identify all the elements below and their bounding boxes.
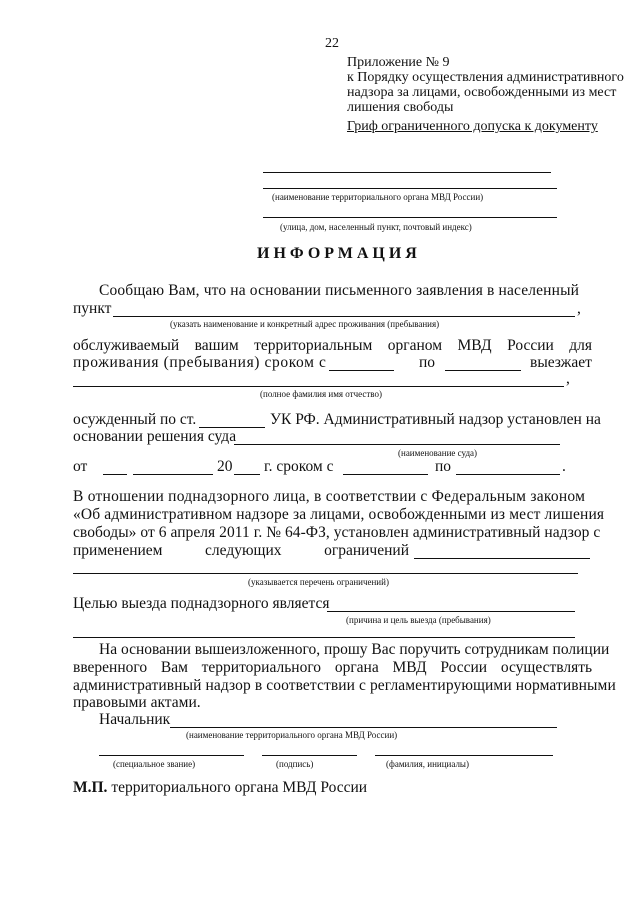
p3-line-4 [73,542,409,560]
period: . [562,458,566,475]
name-field [375,755,553,756]
comma: , [577,300,581,317]
day-field [103,474,127,475]
convicted-label: осужденный по ст. [73,411,197,428]
hint-organ: (наименование территориального органа МВД России) [272,192,484,202]
purpose-label: Целью выезда поднадзорного является [73,595,330,612]
appendix-line-4: лишения свободы [347,100,454,115]
to-label: по [435,458,452,475]
word: территориального [201,659,322,676]
term-to-field [456,474,560,475]
word: применением [73,542,163,559]
address-field [113,316,575,317]
term-label: г. сроком с [264,458,334,475]
p3-line-3: свободы» от 6 апреля 2011 г. № 64-ФЗ, установлен административный надзор с [73,524,601,541]
court-field [234,444,560,445]
word: органа [334,659,379,676]
restrictions-field-1 [414,558,590,559]
classification-mark: Гриф ограниченного допуска к документу [347,119,598,134]
page-number: 22 [325,36,339,51]
p3-line-1: В отношении поднадзорного лица, в соответствии с Федеральным законом [73,488,586,505]
word: территориальным [254,337,373,354]
sign-field [262,755,357,756]
word: обслуживаемый [73,337,180,354]
mp-label: М.П. [73,779,108,796]
purpose-field [327,611,575,612]
p1-line-4b: по [419,354,436,371]
date-to-field [445,370,521,371]
hint-purpose: (причина и цель выезда (пребывания) [346,615,491,625]
word: России [440,659,488,676]
hint-restrictions: (указывается перечень ограничений) [248,577,389,587]
fio-field [73,386,564,387]
convicted-text: УК РФ. Административный надзор установлен на [270,411,601,428]
word: России [507,337,554,354]
purpose-field-2 [73,637,575,638]
p5-line-3: административный надзор в соответствии с регламентирующими нормативными [73,677,616,694]
from-label: от [73,458,88,475]
hint-chief-organ: (наименование территориального органа МВД России) [186,730,398,740]
addressee-line-3 [263,217,557,218]
p1-line-1: Сообщаю Вам, что на основании письменного заявления в населенный [99,282,580,299]
p1-punkt: пункт [73,300,112,317]
word: осуществлять [500,659,593,676]
p5-line-1: На основании вышеизложенного, прошу Вас поручить сотрудникам полиции [99,641,610,658]
p1-line-3 [73,337,592,355]
hint-fio: (полное фамилия имя отчество) [260,389,382,399]
restrictions-field-2 [73,573,578,574]
appendix-line-2: к Порядку осуществления административного [347,70,624,85]
p1-line-4c: выезжает [530,354,592,371]
addressee-line-2 [263,188,557,189]
word: для [569,337,593,354]
stamp-line [73,779,367,797]
rank-field [99,755,244,756]
p1-line-4a: проживания (пребывания) сроком с [73,354,327,371]
word: следующих [205,542,282,559]
word: МВД [392,659,427,676]
hint-sign: (подпись) [276,759,314,769]
word: МВД [457,337,492,354]
date-from-field [329,370,394,371]
year-label: 20 [217,458,233,475]
year-field [234,474,260,475]
word: ограничений [324,542,409,559]
word: Вам [160,659,188,676]
comma: , [566,370,570,387]
word: вверенного [73,659,148,676]
hint-court: (наименование суда) [398,448,478,458]
word: органом [387,337,443,354]
appendix-line-1: Приложение № 9 [347,55,450,70]
addressee-line-1 [263,172,551,173]
hint-name: (фамилия, инициалы) [386,759,469,769]
hint-rank: (специальное звание) [113,759,196,769]
p3-line-2: «Об административном надзоре за лицами, освобожденными из мест лишения [73,506,605,523]
basis-label: основании решения суда [73,428,237,445]
word: вашим [194,337,239,354]
document-title: ИНФОРМАЦИЯ [257,245,421,262]
chief-organ-field [170,727,557,728]
term-from-field [343,474,428,475]
chief-label: Начальник [99,711,171,728]
appendix-line-3: надзора за лицами, освобожденными из мест [347,85,617,100]
p5-line-2 [73,659,592,677]
stamp-text: территориального органа МВД России [111,779,368,796]
hint-address: (улица, дом, населенный пункт, почтовый индекс) [280,222,472,232]
month-field [133,474,213,475]
p5-line-4: правовыми актами. [73,694,201,711]
hint-address-detail: (указать наименование и конкретный адрес проживания (пребывания) [170,319,440,329]
